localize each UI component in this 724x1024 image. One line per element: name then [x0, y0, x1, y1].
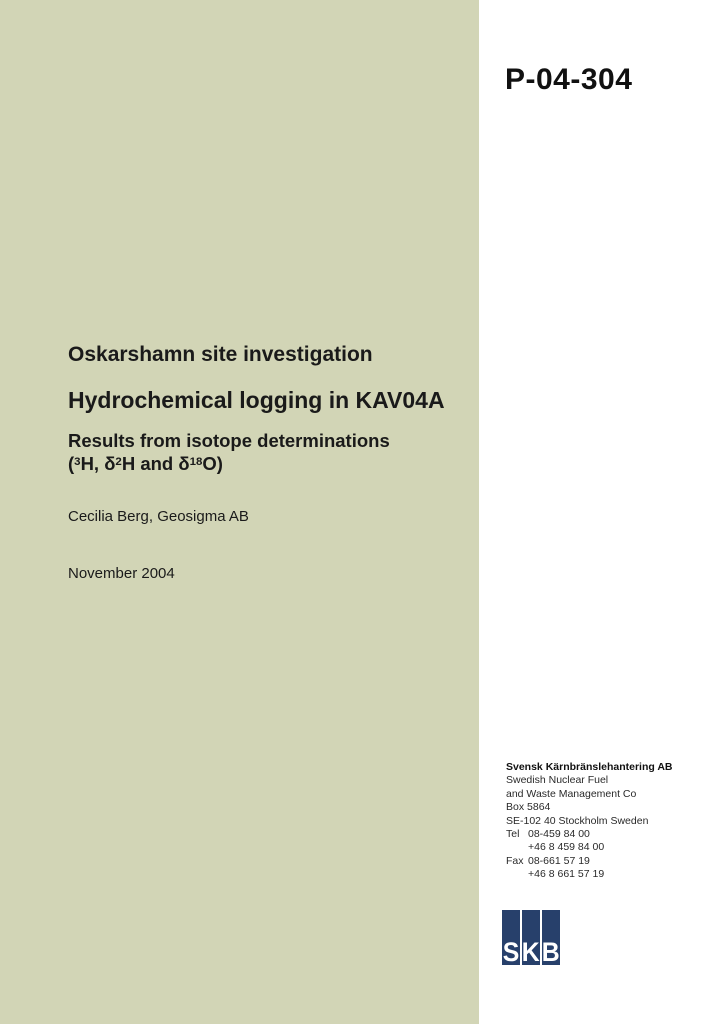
author: Cecilia Berg, Geosigma AB: [68, 508, 249, 525]
contact-label: Fax: [506, 854, 524, 867]
contact-row: [506, 828, 716, 841]
formula-text: O): [202, 453, 223, 474]
contact-label: [506, 841, 528, 854]
contact-value: +46 8 661 57 19: [528, 868, 605, 881]
publication-date: November 2004: [68, 565, 175, 582]
isotope-formula: [68, 452, 223, 476]
contact-label: [506, 868, 528, 881]
contact-label: Tel: [506, 828, 520, 841]
formula-superscript: 2: [115, 455, 122, 468]
formula-text: (: [68, 453, 75, 474]
report-title: Hydrochemical logging in KAV04A: [68, 387, 445, 413]
publisher-line: and Waste Management Co: [506, 787, 637, 800]
contact-value: +46 8 459 84 00: [528, 841, 605, 854]
publisher-name: Svensk Kärnbränslehantering AB: [506, 761, 673, 773]
skb-logo-bar: [521, 910, 540, 968]
report-number: P-04-304: [505, 63, 633, 96]
formula-text: H and δ: [121, 453, 190, 474]
skb-logo-letter: S: [502, 937, 520, 968]
publisher-info: [506, 761, 716, 882]
contact-row: [506, 855, 716, 868]
publisher-line: Swedish Nuclear Fuel: [506, 774, 609, 787]
report-subtitle: Results from isotope determinations: [68, 430, 390, 451]
series-title: Oskarshamn site investigation: [68, 343, 373, 366]
skb-logo-letter: K: [521, 937, 540, 968]
formula-superscript: 18: [189, 455, 203, 468]
skb-logo-letter: B: [541, 937, 560, 968]
formula-superscript: 3: [74, 455, 81, 468]
contact-value: 08-459 84 00: [528, 828, 590, 841]
contact-value: 08-661 57 19: [528, 854, 590, 867]
contact-row: [506, 841, 716, 854]
publisher-line: SE-102 40 Stockholm Sweden: [506, 814, 649, 827]
skb-logo: [502, 910, 560, 968]
publisher-line: Box 5864: [506, 801, 551, 814]
contact-row: [506, 868, 716, 881]
skb-logo-bar: [502, 910, 520, 968]
formula-text: H, δ: [80, 453, 116, 474]
skb-logo-bar: [541, 910, 560, 968]
